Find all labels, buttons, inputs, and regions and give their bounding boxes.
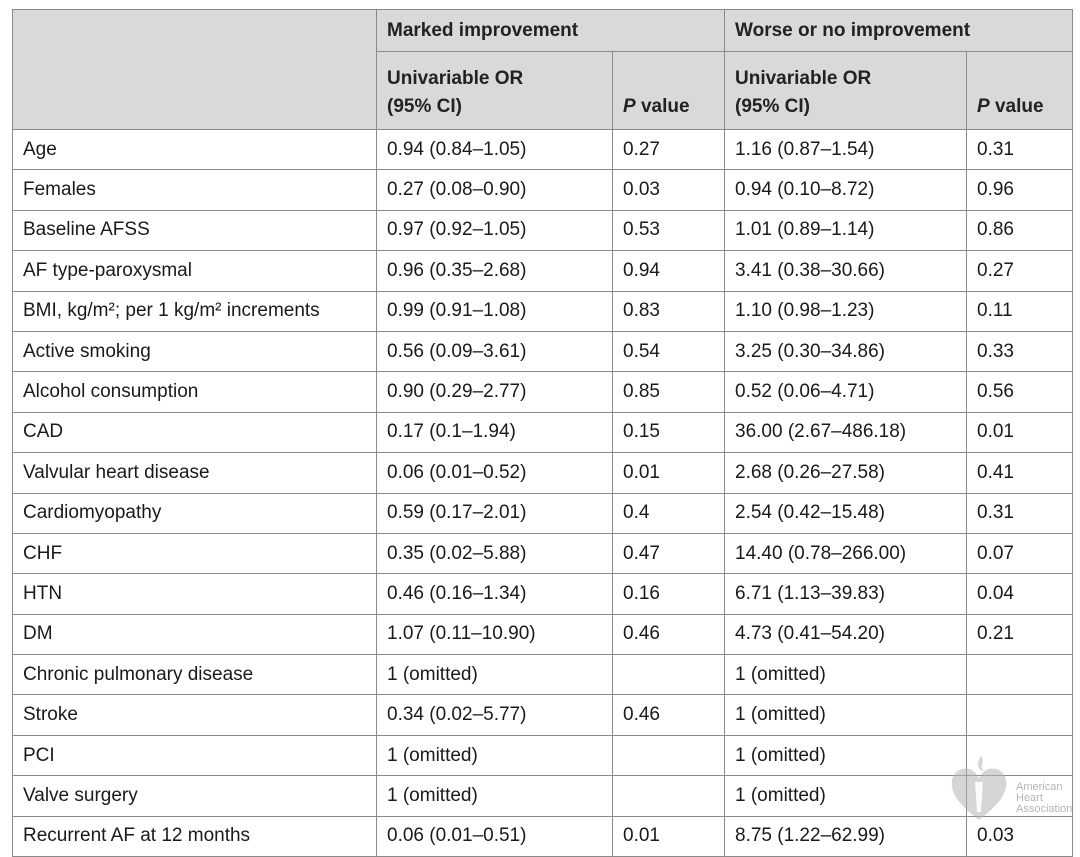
table-container (12, 9, 1073, 857)
marked-p-cell: 0.53 (613, 210, 725, 250)
worse-p-header: P value (967, 52, 1073, 130)
marked-p-cell: 0.16 (613, 574, 725, 614)
worse-p-cell (967, 695, 1073, 735)
worse-p-cell: 0.01 (967, 412, 1073, 452)
marked-p-cell: 0.47 (613, 533, 725, 573)
marked-improvement-header: Marked improvement (377, 10, 725, 52)
table-row (13, 331, 1073, 371)
worse-or-cell: 2.54 (0.42–15.48) (725, 493, 967, 533)
table-row (13, 453, 1073, 493)
marked-or-header: Univariable OR (95% CI) (377, 52, 613, 130)
marked-p-cell: 0.27 (613, 130, 725, 170)
worse-p-cell: 0.31 (967, 493, 1073, 533)
variable-column-header (13, 10, 377, 130)
worse-or-cell: 0.94 (0.10–8.72) (725, 170, 967, 210)
worse-p-cell: 0.04 (967, 574, 1073, 614)
worse-p-cell: 0.27 (967, 251, 1073, 291)
marked-or-cell: 0.17 (0.1–1.94) (377, 412, 613, 452)
table-row (13, 614, 1073, 654)
table-row (13, 412, 1073, 452)
worse-p-cell: 0.07 (967, 533, 1073, 573)
marked-or-cell: 0.99 (0.91–1.08) (377, 291, 613, 331)
worse-or-cell: 0.52 (0.06–4.71) (725, 372, 967, 412)
marked-p-cell: 0.46 (613, 695, 725, 735)
marked-p-cell: 0.03 (613, 170, 725, 210)
variable-cell: DM (13, 614, 377, 654)
table-row (13, 735, 1073, 775)
heart-torch-icon (948, 752, 1010, 822)
variable-cell: Stroke (13, 695, 377, 735)
marked-or-cell: 0.46 (0.16–1.34) (377, 574, 613, 614)
worse-no-improvement-header: Worse or no improvement (725, 10, 1073, 52)
marked-or-cell: 0.34 (0.02–5.77) (377, 695, 613, 735)
table-row (13, 170, 1073, 210)
variable-cell: PCI (13, 735, 377, 775)
variable-cell: Chronic pulmonary disease (13, 655, 377, 695)
marked-or-cell: 0.90 (0.29–2.77) (377, 372, 613, 412)
marked-p-header: P value (613, 52, 725, 130)
variable-cell: CHF (13, 533, 377, 573)
marked-p-cell: 0.01 (613, 816, 725, 856)
odds-ratio-table (12, 9, 1073, 857)
table-header (13, 10, 1073, 130)
worse-or-header: Univariable OR (95% CI) (725, 52, 967, 130)
marked-p-cell: 0.83 (613, 291, 725, 331)
worse-or-cell: 14.40 (0.78–266.00) (725, 533, 967, 573)
worse-or-cell: 2.68 (0.26–27.58) (725, 453, 967, 493)
worse-p-cell: 0.31 (967, 130, 1073, 170)
marked-or-cell: 0.06 (0.01–0.51) (377, 816, 613, 856)
worse-or-cell: 6.71 (1.13–39.83) (725, 574, 967, 614)
table-row (13, 210, 1073, 250)
table-row (13, 574, 1073, 614)
table-row (13, 291, 1073, 331)
worse-p-cell: 0.21 (967, 614, 1073, 654)
marked-or-cell: 1.07 (0.11–10.90) (377, 614, 613, 654)
worse-p-cell: 0.56 (967, 372, 1073, 412)
worse-or-cell: 36.00 (2.67–486.18) (725, 412, 967, 452)
marked-or-cell: 0.06 (0.01–0.52) (377, 453, 613, 493)
table-row (13, 493, 1073, 533)
aha-logo (948, 752, 1080, 822)
marked-p-cell: 0.4 (613, 493, 725, 533)
worse-or-cell: 1 (omitted) (725, 776, 967, 816)
worse-p-cell (967, 655, 1073, 695)
marked-p-cell (613, 655, 725, 695)
worse-or-cell: 1.01 (0.89–1.14) (725, 210, 967, 250)
marked-or-cell: 1 (omitted) (377, 776, 613, 816)
variable-cell: Baseline AFSS (13, 210, 377, 250)
variable-cell: AF type-paroxysmal (13, 251, 377, 291)
worse-or-cell: 4.73 (0.41–54.20) (725, 614, 967, 654)
worse-or-cell: 1 (omitted) (725, 695, 967, 735)
worse-or-cell: 1 (omitted) (725, 655, 967, 695)
variable-cell: Valve surgery (13, 776, 377, 816)
worse-p-cell: 0.03 (967, 816, 1073, 856)
aha-logo-text: American Heart Association (1016, 781, 1073, 815)
worse-or-cell: 3.41 (0.38–30.66) (725, 251, 967, 291)
worse-or-cell: 1.16 (0.87–1.54) (725, 130, 967, 170)
worse-p-cell: 0.33 (967, 331, 1073, 371)
marked-or-cell: 0.97 (0.92–1.05) (377, 210, 613, 250)
variable-cell: Active smoking (13, 331, 377, 371)
variable-cell: HTN (13, 574, 377, 614)
marked-or-cell: 0.59 (0.17–2.01) (377, 493, 613, 533)
marked-p-cell (613, 735, 725, 775)
variable-cell: Valvular heart disease (13, 453, 377, 493)
marked-or-cell: 1 (omitted) (377, 655, 613, 695)
marked-p-cell: 0.85 (613, 372, 725, 412)
marked-or-cell: 0.56 (0.09–3.61) (377, 331, 613, 371)
marked-p-cell: 0.54 (613, 331, 725, 371)
variable-cell: Females (13, 170, 377, 210)
table-row (13, 251, 1073, 291)
variable-cell: Recurrent AF at 12 months (13, 816, 377, 856)
worse-or-cell: 8.75 (1.22–62.99) (725, 816, 967, 856)
table-row (13, 816, 1073, 856)
variable-cell: Age (13, 130, 377, 170)
marked-or-cell: 0.27 (0.08–0.90) (377, 170, 613, 210)
marked-p-cell: 0.46 (613, 614, 725, 654)
table-body (13, 130, 1073, 857)
worse-or-cell: 1.10 (0.98–1.23) (725, 291, 967, 331)
marked-p-cell (613, 776, 725, 816)
worse-or-cell: 1 (omitted) (725, 735, 967, 775)
variable-cell: Cardiomyopathy (13, 493, 377, 533)
worse-p-cell: 0.86 (967, 210, 1073, 250)
worse-or-cell: 3.25 (0.30–34.86) (725, 331, 967, 371)
worse-p-cell: 0.41 (967, 453, 1073, 493)
table-row (13, 533, 1073, 573)
variable-cell: Alcohol consumption (13, 372, 377, 412)
table-row (13, 130, 1073, 170)
variable-cell: BMI, kg/m²; per 1 kg/m² increments (13, 291, 377, 331)
worse-p-cell: 0.96 (967, 170, 1073, 210)
marked-p-cell: 0.94 (613, 251, 725, 291)
table-row (13, 655, 1073, 695)
variable-cell: CAD (13, 412, 377, 452)
marked-p-cell: 0.15 (613, 412, 725, 452)
table-row (13, 372, 1073, 412)
table-row (13, 695, 1073, 735)
marked-or-cell: 0.96 (0.35–2.68) (377, 251, 613, 291)
table-row (13, 776, 1073, 816)
marked-or-cell: 0.94 (0.84–1.05) (377, 130, 613, 170)
marked-or-cell: 1 (omitted) (377, 735, 613, 775)
marked-p-cell: 0.01 (613, 453, 725, 493)
marked-or-cell: 0.35 (0.02–5.88) (377, 533, 613, 573)
worse-p-cell: 0.11 (967, 291, 1073, 331)
